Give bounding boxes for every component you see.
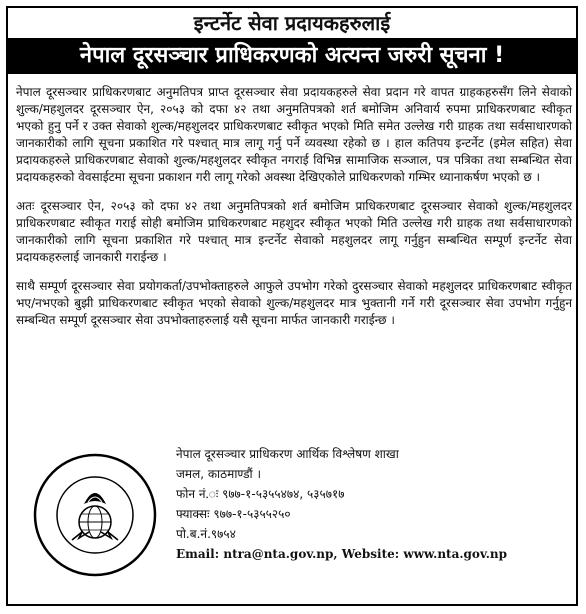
paragraph-2: अतः दूरसञ्चार ऐन, २०५३ को दफा ४२ तथा अनुमतिपत्रको शर्त बमोजिम प्राधिकरणबाट दूरसञ्चार सेवाको शुल्क/महशुलदर प्राधिकरणबाट स्वीकृत गराई सोही बमोजिम प्राधिकरणबाट महशुदर स्वीकृत भएको मिति उल्लेख गरी ग्राहक तथा सर्वसाधारणको जानकारीको लागि सूचना प्रकाशित गरे पश्चात् मात्र इन्टर्नेट सेवाको महशुलदर लागू गर्नुहुन सम्बन्धित सम्पूर्ण इन्टर्नेट सेवा प्रदायकहरुलाई जानकारी गराईन्छ । (16, 199, 572, 264)
contact-block (176, 444, 566, 564)
fax-number: फ्याक्सः ९७७-१-५३५५२५० (176, 507, 291, 521)
department-name: नेपाल दूरसञ्चार प्राधिकरण आर्थिक विश्लेषण शाखा (176, 447, 399, 461)
paragraph-1: नेपाल दूरसञ्चार प्राधिकरणबाट अनुमतिपत्र प्राप्त दूरसञ्चार सेवा प्रदायकहरुले सेवा प्रदान गरे वापत ग्राहकहरुसँग लिने सेवाको शुल्क/महशुलदर दूरसञ्चार ऐन, २०५३ को दफा ४२ तथा अनुमतिपत्रको शर्त बमोजिम अनिवार्य रुपमा प्राधिकरणबाट स्वीकृत भएको हुनु पर्ने र उक्त सेवाको शुल्क/महशुलदर प्राधिकरणबाट स्वीकृत भएको मिति समेत उल्लेख गरी ग्राहक तथा सर्वसाधारणको जानकारीको लागि सूचना प्रकाशित गरे पश्चात् मात्र लागू गर्नु पर्ने व्यवस्था रहेको छ । हाल कतिपय इन्टर्नेट (इमेल सहित) सेवा प्रदायकहरुले प्राधिकरणबाट सेवाको शुल्क/महशुलदर स्वीकृत नगराई विभिन्न सामाजिक सञ्जाल, पत्र पत्रिका तथा सम्बन्धित सेवा प्रदायकहरुको वेवसाईटमा सूचना प्रकाशन गरी लागू गरेको अवस्था देखिएकोले प्राधिकरणको गम्भिर ध्यानाकर्षण भएको छ । (16, 85, 572, 184)
paragraph-3: साथै सम्पूर्ण दूरसञ्चार सेवा प्रयोगकर्ता/उपभोक्ताहरुले आफुले उपभोग गरेको दुरसञ्चार सेवाको महशुलदर प्राधिकरणबाट स्वीकृत भए/नभएको बुझी प्राधिकरणबाट स्वीकृत भएको सेवाको शुल्क/महशुलदर मात्र भुक्तानी गर्ने गरी दूरसञ्चार सेवा उपभोग गर्नुहुन सम्बन्धित सम्पूर्ण दूरसञ्चार सेवा उपभोक्ताहरुलाई यसै सूचना मार्फत जानकारी गराईन्छ । (16, 279, 572, 327)
title-line-2: नेपाल दूरसञ्चार प्राधिकरणको अत्यन्त जरुरी सूचना ! (8, 38, 576, 74)
footer (16, 440, 572, 600)
title-line-1: इन्टर्नेट सेवा प्रदायकहरुलाई (8, 8, 576, 38)
address: जमल, काठमाण्डौं । (176, 467, 262, 481)
nta-logo-icon (32, 452, 158, 578)
phone-number: फोन नं.ः ९७७-१-५३५५४७४, ५३५७१७ (176, 487, 345, 501)
po-box: पो.ब.नं.९७५४ (176, 527, 236, 541)
email-website: Email: ntra@nta.gov.np, Website: www.nta.gov.np (176, 547, 507, 561)
notice-body (16, 84, 572, 341)
